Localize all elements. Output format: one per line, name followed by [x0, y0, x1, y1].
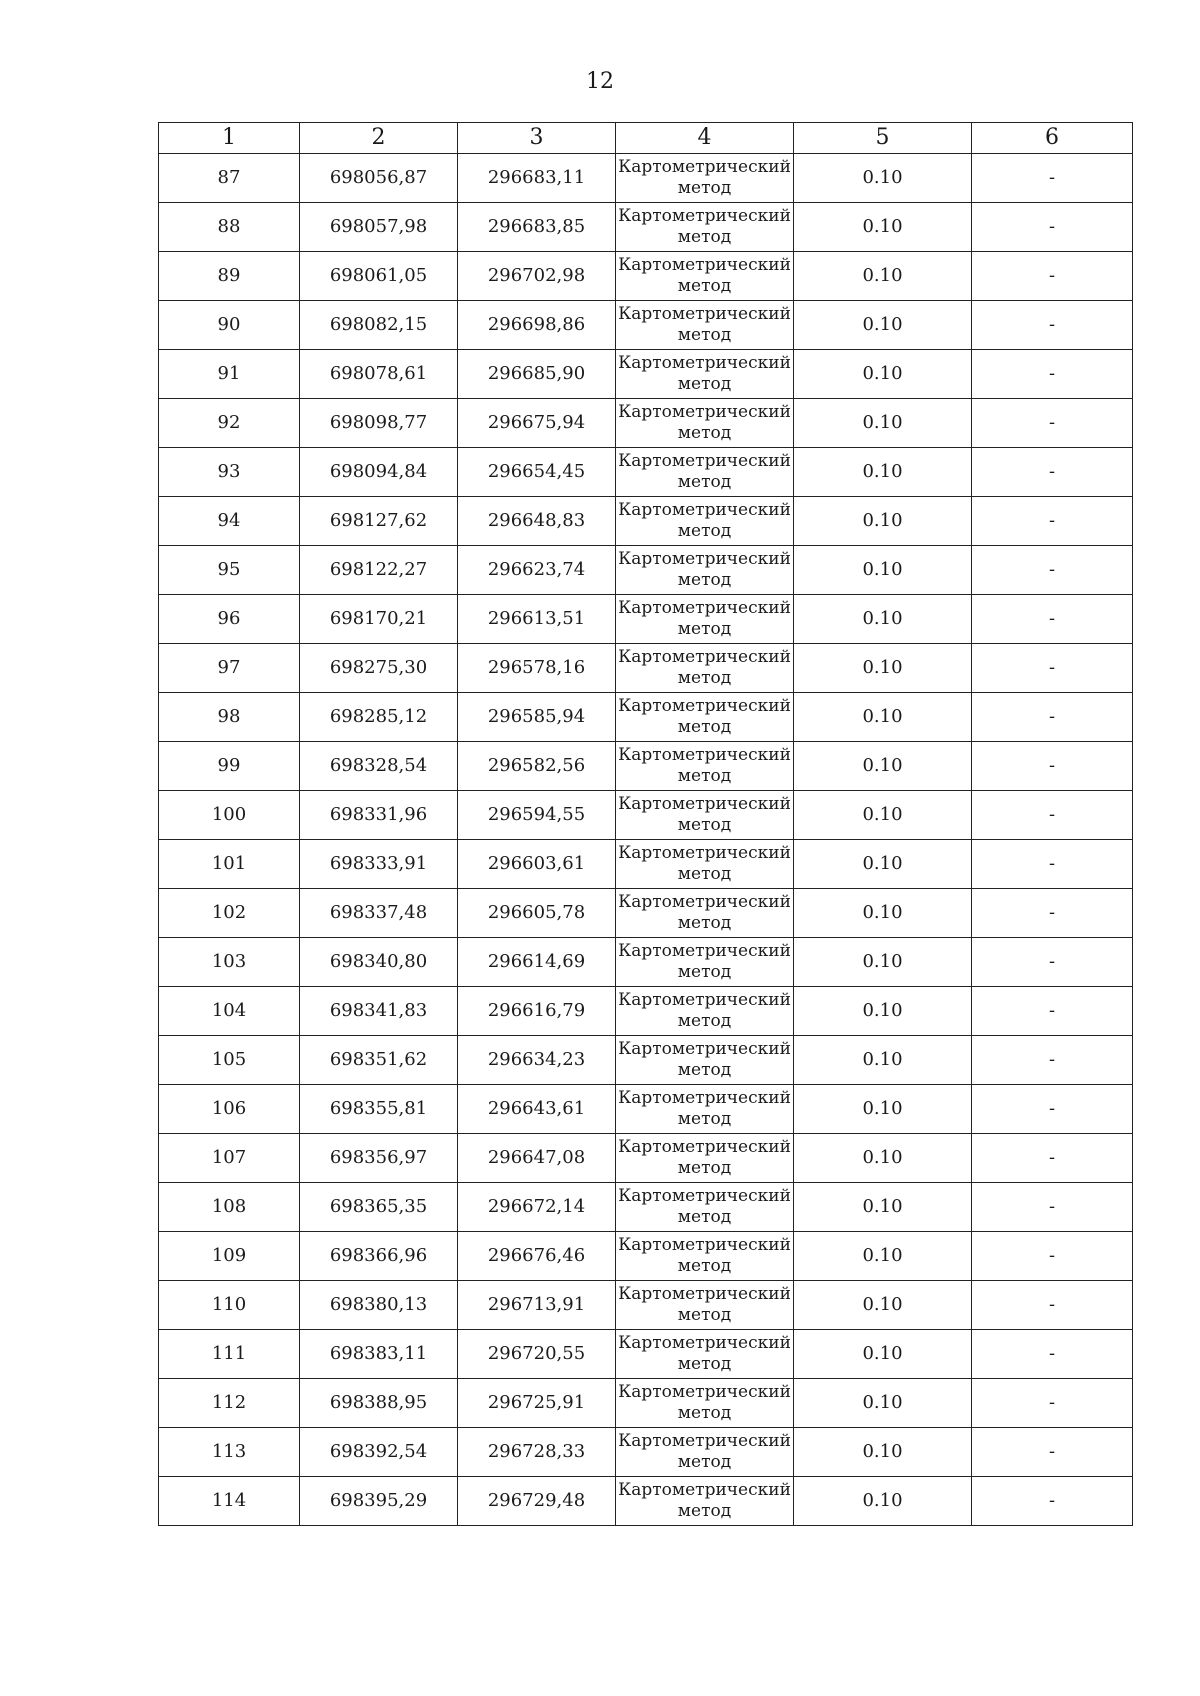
table-row — [159, 1036, 1133, 1085]
point-number-cell: 87 — [159, 154, 300, 203]
point-number-cell: 109 — [159, 1232, 300, 1281]
column-header-6: 6 — [972, 123, 1133, 154]
accuracy-cell: 0.10 — [794, 644, 972, 693]
point-number-cell: 98 — [159, 693, 300, 742]
table-row — [159, 1428, 1133, 1477]
method-cell — [616, 497, 794, 546]
table-row — [159, 791, 1133, 840]
column-header-3: 3 — [458, 123, 616, 154]
method-cell — [616, 791, 794, 840]
y-coordinate-cell: 296725,91 — [458, 1379, 616, 1428]
accuracy-cell: 0.10 — [794, 1183, 972, 1232]
table-row — [159, 350, 1133, 399]
point-number-cell: 102 — [159, 889, 300, 938]
note-cell: - — [972, 1036, 1133, 1085]
note-cell: - — [972, 938, 1133, 987]
accuracy-cell: 0.10 — [794, 1134, 972, 1183]
note-cell: - — [972, 497, 1133, 546]
method-cell — [616, 1428, 794, 1477]
accuracy-cell: 0.10 — [794, 1379, 972, 1428]
note-cell: - — [972, 644, 1133, 693]
y-coordinate-cell: 296605,78 — [458, 889, 616, 938]
method-line-1: Картометрический — [618, 696, 791, 716]
point-number-cell: 88 — [159, 203, 300, 252]
x-coordinate-cell: 698328,54 — [300, 742, 458, 791]
note-cell: - — [972, 350, 1133, 399]
method-line-1: Картометрический — [618, 941, 791, 961]
point-number-cell: 93 — [159, 448, 300, 497]
y-coordinate-cell: 296675,94 — [458, 399, 616, 448]
x-coordinate-cell: 698082,15 — [300, 301, 458, 350]
method-line-2: метод — [677, 570, 732, 590]
point-number-cell: 104 — [159, 987, 300, 1036]
accuracy-cell: 0.10 — [794, 693, 972, 742]
point-number-cell: 112 — [159, 1379, 300, 1428]
method-cell — [616, 301, 794, 350]
y-coordinate-cell: 296613,51 — [458, 595, 616, 644]
y-coordinate-cell: 296683,11 — [458, 154, 616, 203]
x-coordinate-cell: 698333,91 — [300, 840, 458, 889]
page-number: 12 — [586, 69, 614, 94]
method-line-2: метод — [677, 1060, 732, 1080]
accuracy-cell: 0.10 — [794, 1428, 972, 1477]
method-line-1: Картометрический — [618, 794, 791, 814]
method-cell — [616, 154, 794, 203]
method-line-2: метод — [677, 1109, 732, 1129]
accuracy-cell: 0.10 — [794, 938, 972, 987]
method-line-2: метод — [677, 178, 732, 198]
method-line-2: метод — [677, 325, 732, 345]
column-header-4: 4 — [616, 123, 794, 154]
y-coordinate-cell: 296683,85 — [458, 203, 616, 252]
method-line-1: Картометрический — [618, 843, 791, 863]
note-cell: - — [972, 1232, 1133, 1281]
method-cell — [616, 1281, 794, 1330]
y-coordinate-cell: 296648,83 — [458, 497, 616, 546]
table-body — [159, 154, 1133, 1526]
table-row — [159, 644, 1133, 693]
point-number-cell: 96 — [159, 595, 300, 644]
y-coordinate-cell: 296654,45 — [458, 448, 616, 497]
coordinates-table — [158, 122, 1133, 1526]
table-row — [159, 1183, 1133, 1232]
note-cell: - — [972, 399, 1133, 448]
method-line-2: метод — [677, 1305, 732, 1325]
method-cell — [616, 546, 794, 595]
x-coordinate-cell: 698365,35 — [300, 1183, 458, 1232]
method-cell — [616, 1183, 794, 1232]
note-cell: - — [972, 154, 1133, 203]
y-coordinate-cell: 296729,48 — [458, 1477, 616, 1526]
x-coordinate-cell: 698383,11 — [300, 1330, 458, 1379]
accuracy-cell: 0.10 — [794, 350, 972, 399]
y-coordinate-cell: 296720,55 — [458, 1330, 616, 1379]
method-line-1: Картометрический — [618, 1039, 791, 1059]
accuracy-cell: 0.10 — [794, 1232, 972, 1281]
method-line-2: метод — [677, 766, 732, 786]
table-header — [159, 123, 1133, 154]
table-row — [159, 693, 1133, 742]
method-line-2: метод — [677, 374, 732, 394]
accuracy-cell: 0.10 — [794, 497, 972, 546]
note-cell: - — [972, 301, 1133, 350]
point-number-cell: 103 — [159, 938, 300, 987]
y-coordinate-cell: 296582,56 — [458, 742, 616, 791]
y-coordinate-cell: 296676,46 — [458, 1232, 616, 1281]
method-cell — [616, 644, 794, 693]
y-coordinate-cell: 296643,61 — [458, 1085, 616, 1134]
table-row — [159, 1477, 1133, 1526]
method-line-1: Картометрический — [618, 1431, 791, 1451]
x-coordinate-cell: 698380,13 — [300, 1281, 458, 1330]
method-line-2: метод — [677, 815, 732, 835]
note-cell: - — [972, 987, 1133, 1036]
method-line-1: Картометрический — [618, 500, 791, 520]
method-line-1: Картометрический — [618, 892, 791, 912]
method-cell — [616, 1085, 794, 1134]
y-coordinate-cell: 296594,55 — [458, 791, 616, 840]
table-row — [159, 154, 1133, 203]
method-line-1: Картометрический — [618, 647, 791, 667]
x-coordinate-cell: 698388,95 — [300, 1379, 458, 1428]
accuracy-cell: 0.10 — [794, 448, 972, 497]
note-cell: - — [972, 1330, 1133, 1379]
method-cell — [616, 938, 794, 987]
x-coordinate-cell: 698355,81 — [300, 1085, 458, 1134]
method-cell — [616, 693, 794, 742]
x-coordinate-cell: 698275,30 — [300, 644, 458, 693]
note-cell: - — [972, 546, 1133, 595]
note-cell: - — [972, 840, 1133, 889]
x-coordinate-cell: 698392,54 — [300, 1428, 458, 1477]
method-line-2: метод — [677, 717, 732, 737]
note-cell: - — [972, 595, 1133, 644]
y-coordinate-cell: 296647,08 — [458, 1134, 616, 1183]
point-number-cell: 89 — [159, 252, 300, 301]
method-line-2: метод — [677, 668, 732, 688]
accuracy-cell: 0.10 — [794, 154, 972, 203]
x-coordinate-cell: 698331,96 — [300, 791, 458, 840]
table-row — [159, 1330, 1133, 1379]
table-row — [159, 1085, 1133, 1134]
y-coordinate-cell: 296698,86 — [458, 301, 616, 350]
method-line-2: метод — [677, 913, 732, 933]
method-line-2: метод — [677, 276, 732, 296]
method-line-2: метод — [677, 1452, 732, 1472]
method-line-1: Картометрический — [618, 451, 791, 471]
table-row — [159, 448, 1133, 497]
table-row — [159, 938, 1133, 987]
note-cell: - — [972, 791, 1133, 840]
method-cell — [616, 987, 794, 1036]
method-line-1: Картометрический — [618, 1333, 791, 1353]
method-line-1: Картометрический — [618, 255, 791, 275]
x-coordinate-cell: 698061,05 — [300, 252, 458, 301]
method-cell — [616, 203, 794, 252]
x-coordinate-cell: 698057,98 — [300, 203, 458, 252]
method-line-2: метод — [677, 619, 732, 639]
table-row — [159, 1379, 1133, 1428]
x-coordinate-cell: 698351,62 — [300, 1036, 458, 1085]
accuracy-cell: 0.10 — [794, 399, 972, 448]
note-cell: - — [972, 1428, 1133, 1477]
table-row — [159, 252, 1133, 301]
method-line-2: метод — [677, 1158, 732, 1178]
method-line-1: Картометрический — [618, 1137, 791, 1157]
note-cell: - — [972, 1183, 1133, 1232]
method-cell — [616, 889, 794, 938]
table-row — [159, 497, 1133, 546]
point-number-cell: 91 — [159, 350, 300, 399]
method-line-2: метод — [677, 1354, 732, 1374]
x-coordinate-cell: 698094,84 — [300, 448, 458, 497]
point-number-cell: 107 — [159, 1134, 300, 1183]
method-line-1: Картометрический — [618, 1382, 791, 1402]
method-cell — [616, 742, 794, 791]
accuracy-cell: 0.10 — [794, 1281, 972, 1330]
accuracy-cell: 0.10 — [794, 301, 972, 350]
point-number-cell: 110 — [159, 1281, 300, 1330]
table-row — [159, 301, 1133, 350]
point-number-cell: 90 — [159, 301, 300, 350]
y-coordinate-cell: 296616,79 — [458, 987, 616, 1036]
method-line-1: Картометрический — [618, 206, 791, 226]
method-line-2: метод — [677, 1403, 732, 1423]
y-coordinate-cell: 296702,98 — [458, 252, 616, 301]
table-row — [159, 742, 1133, 791]
y-coordinate-cell: 296585,94 — [458, 693, 616, 742]
method-line-2: метод — [677, 864, 732, 884]
note-cell: - — [972, 448, 1133, 497]
accuracy-cell: 0.10 — [794, 1085, 972, 1134]
accuracy-cell: 0.10 — [794, 987, 972, 1036]
accuracy-cell: 0.10 — [794, 840, 972, 889]
method-cell — [616, 399, 794, 448]
method-line-2: метод — [677, 521, 732, 541]
method-line-2: метод — [677, 423, 732, 443]
method-line-1: Картометрический — [618, 745, 791, 765]
note-cell: - — [972, 252, 1133, 301]
method-line-2: метод — [677, 1256, 732, 1276]
point-number-cell: 92 — [159, 399, 300, 448]
x-coordinate-cell: 698078,61 — [300, 350, 458, 399]
y-coordinate-cell: 296634,23 — [458, 1036, 616, 1085]
x-coordinate-cell: 698356,97 — [300, 1134, 458, 1183]
header-row — [159, 123, 1133, 154]
method-line-2: метод — [677, 1011, 732, 1031]
point-number-cell: 95 — [159, 546, 300, 595]
method-line-2: метод — [677, 1207, 732, 1227]
method-line-1: Картометрический — [618, 1088, 791, 1108]
note-cell: - — [972, 742, 1133, 791]
point-number-cell: 105 — [159, 1036, 300, 1085]
accuracy-cell: 0.10 — [794, 791, 972, 840]
method-cell — [616, 1134, 794, 1183]
accuracy-cell: 0.10 — [794, 1330, 972, 1379]
column-header-2: 2 — [300, 123, 458, 154]
column-header-5: 5 — [794, 123, 972, 154]
point-number-cell: 106 — [159, 1085, 300, 1134]
method-cell — [616, 448, 794, 497]
method-cell — [616, 595, 794, 644]
accuracy-cell: 0.10 — [794, 889, 972, 938]
point-number-cell: 113 — [159, 1428, 300, 1477]
note-cell: - — [972, 889, 1133, 938]
method-line-2: метод — [677, 962, 732, 982]
note-cell: - — [972, 1134, 1133, 1183]
note-cell: - — [972, 203, 1133, 252]
point-number-cell: 114 — [159, 1477, 300, 1526]
note-cell: - — [972, 1085, 1133, 1134]
method-line-1: Картометрический — [618, 402, 791, 422]
point-number-cell: 101 — [159, 840, 300, 889]
method-cell — [616, 1477, 794, 1526]
y-coordinate-cell: 296623,74 — [458, 546, 616, 595]
y-coordinate-cell: 296578,16 — [458, 644, 616, 693]
x-coordinate-cell: 698098,77 — [300, 399, 458, 448]
note-cell: - — [972, 1477, 1133, 1526]
method-line-1: Картометрический — [618, 157, 791, 177]
table-row — [159, 1134, 1133, 1183]
method-line-1: Картометрический — [618, 304, 791, 324]
x-coordinate-cell: 698285,12 — [300, 693, 458, 742]
method-cell — [616, 252, 794, 301]
point-number-cell: 94 — [159, 497, 300, 546]
x-coordinate-cell: 698056,87 — [300, 154, 458, 203]
accuracy-cell: 0.10 — [794, 252, 972, 301]
x-coordinate-cell: 698122,27 — [300, 546, 458, 595]
x-coordinate-cell: 698341,83 — [300, 987, 458, 1036]
method-line-2: метод — [677, 227, 732, 247]
column-header-1: 1 — [159, 123, 300, 154]
note-cell: - — [972, 1379, 1133, 1428]
method-line-2: метод — [677, 472, 732, 492]
table-row — [159, 546, 1133, 595]
note-cell: - — [972, 1281, 1133, 1330]
y-coordinate-cell: 296685,90 — [458, 350, 616, 399]
point-number-cell: 111 — [159, 1330, 300, 1379]
accuracy-cell: 0.10 — [794, 203, 972, 252]
table-row — [159, 399, 1133, 448]
y-coordinate-cell: 296713,91 — [458, 1281, 616, 1330]
accuracy-cell: 0.10 — [794, 1036, 972, 1085]
note-cell: - — [972, 693, 1133, 742]
table-row — [159, 595, 1133, 644]
table-row — [159, 1232, 1133, 1281]
method-line-1: Картометрический — [618, 549, 791, 569]
x-coordinate-cell: 698170,21 — [300, 595, 458, 644]
method-cell — [616, 840, 794, 889]
y-coordinate-cell: 296614,69 — [458, 938, 616, 987]
x-coordinate-cell: 698337,48 — [300, 889, 458, 938]
x-coordinate-cell: 698366,96 — [300, 1232, 458, 1281]
method-cell — [616, 350, 794, 399]
method-line-1: Картометрический — [618, 598, 791, 618]
table-row — [159, 1281, 1133, 1330]
accuracy-cell: 0.10 — [794, 1477, 972, 1526]
table-row — [159, 987, 1133, 1036]
method-line-1: Картометрический — [618, 1480, 791, 1500]
method-line-1: Картометрический — [618, 353, 791, 373]
method-line-1: Картометрический — [618, 1235, 791, 1255]
x-coordinate-cell: 698395,29 — [300, 1477, 458, 1526]
method-cell — [616, 1232, 794, 1281]
method-line-1: Картометрический — [618, 990, 791, 1010]
table-row — [159, 203, 1133, 252]
y-coordinate-cell: 296728,33 — [458, 1428, 616, 1477]
method-cell — [616, 1330, 794, 1379]
x-coordinate-cell: 698127,62 — [300, 497, 458, 546]
method-line-2: метод — [677, 1501, 732, 1521]
y-coordinate-cell: 296672,14 — [458, 1183, 616, 1232]
table-row — [159, 889, 1133, 938]
point-number-cell: 97 — [159, 644, 300, 693]
x-coordinate-cell: 698340,80 — [300, 938, 458, 987]
accuracy-cell: 0.10 — [794, 742, 972, 791]
method-line-1: Картометрический — [618, 1284, 791, 1304]
method-cell — [616, 1036, 794, 1085]
point-number-cell: 100 — [159, 791, 300, 840]
accuracy-cell: 0.10 — [794, 546, 972, 595]
method-line-1: Картометрический — [618, 1186, 791, 1206]
table-row — [159, 840, 1133, 889]
y-coordinate-cell: 296603,61 — [458, 840, 616, 889]
point-number-cell: 108 — [159, 1183, 300, 1232]
accuracy-cell: 0.10 — [794, 595, 972, 644]
method-cell — [616, 1379, 794, 1428]
point-number-cell: 99 — [159, 742, 300, 791]
